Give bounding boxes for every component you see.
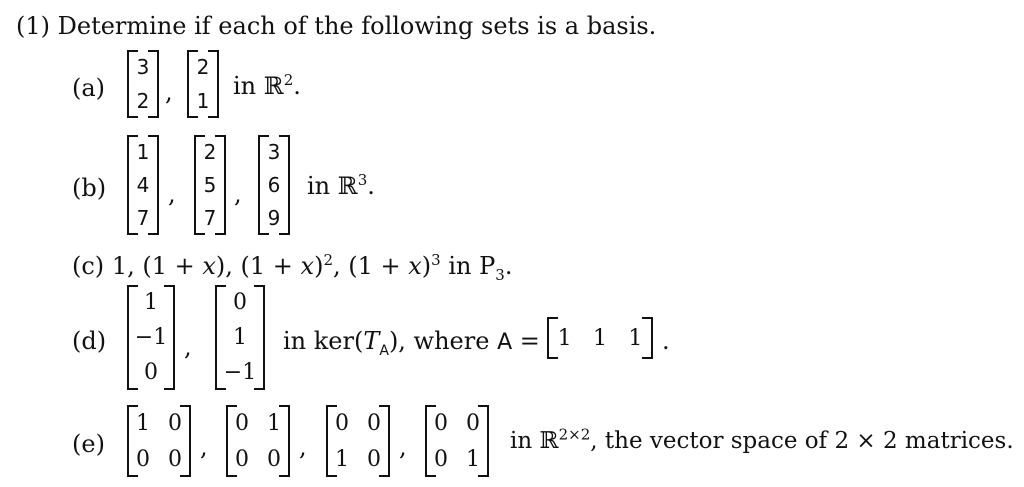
part-e-matrix-3 — [326, 405, 390, 477]
comma: , — [299, 433, 307, 461]
matrix-entry: 0 — [235, 410, 249, 436]
part-b-vector-1 — [127, 135, 159, 235]
matrix-entry: 1 — [466, 446, 480, 472]
part-b-space: in ℝ$^3$. — [307, 171, 375, 200]
matrix-entry: 0 — [335, 410, 349, 436]
part-d-vector-1 — [127, 285, 175, 390]
matrix-entry: 1 — [267, 410, 281, 436]
matrix-A — [547, 317, 653, 359]
matrix-entry: 1 — [628, 325, 643, 351]
matrix-entry: 0 — [144, 360, 158, 385]
period: . — [662, 327, 670, 355]
matrix-entry: 0 — [434, 446, 448, 472]
matrix-entry: 1 — [136, 410, 150, 436]
part-c-label: (c) — [72, 252, 105, 280]
part-d-text: in $ker(T_A)$, where A = — [283, 327, 540, 359]
matrix-entry: −1 — [223, 360, 257, 385]
part-e-label: (e) — [72, 430, 105, 458]
part-e-matrix-4 — [425, 405, 489, 477]
comma: , — [234, 180, 242, 208]
comma: , — [200, 433, 208, 461]
matrix-entry: 0 — [267, 446, 281, 472]
matrix-entry: 0 — [233, 290, 247, 315]
problem-title: (1) Determine if each of the following sets is a basis. — [16, 12, 657, 40]
matrix-entry: 0 — [434, 410, 448, 436]
part-b-vector-3 — [258, 135, 290, 235]
matrix-entry: 0 — [168, 410, 182, 436]
matrix-entry: 5 — [203, 172, 217, 197]
matrix-entry: 0 — [168, 446, 182, 472]
matrix-entry: 4 — [136, 172, 150, 197]
matrix-entry: 6 — [267, 172, 281, 197]
matrix-entry: 1 — [335, 446, 349, 472]
part-d-vector-2 — [215, 285, 265, 390]
part-a-label: (a) — [72, 74, 106, 102]
part-b-label: (b) — [72, 174, 107, 202]
matrix-entry: 1 — [144, 290, 158, 315]
matrix-entry: 1 — [196, 89, 210, 113]
matrix-entry: 7 — [203, 206, 217, 231]
matrix-entry: 9 — [267, 206, 281, 231]
matrix-entry: 7 — [136, 206, 150, 231]
comma: , — [168, 180, 176, 208]
part-c: (c) 1, (1 + x), $(1 + x)^2$, $(1 + x)^3$ in $P_3$. — [72, 251, 513, 284]
matrix-entry: 2 — [196, 55, 210, 79]
part-a-vector-2 — [187, 50, 219, 118]
matrix-entry: 1 — [592, 325, 607, 351]
comma: , — [165, 78, 173, 106]
part-e-matrix-2 — [226, 405, 290, 477]
matrix-entry: 1 — [557, 325, 572, 351]
comma: , — [184, 333, 192, 361]
matrix-entry: 1 — [136, 139, 150, 164]
matrix-entry: 2 — [203, 139, 217, 164]
matrix-entry: 0 — [367, 446, 381, 472]
matrix-entry: 0 — [136, 446, 150, 472]
part-a-vector-1 — [127, 50, 159, 118]
matrix-entry: 0 — [235, 446, 249, 472]
part-e-matrix-1 — [127, 405, 191, 477]
matrix-entry: −1 — [134, 325, 168, 350]
matrix-entry: 0 — [466, 410, 480, 436]
matrix-entry: 3 — [267, 139, 281, 164]
part-e-space: in ℝ$^{2\times 2}$, the vector space of 2 × 2 matrices. — [510, 425, 1014, 454]
matrix-entry: 1 — [233, 325, 247, 350]
matrix-entry: 0 — [367, 410, 381, 436]
part-b-vector-2 — [194, 135, 226, 235]
matrix-entry: 3 — [136, 55, 150, 79]
part-d-label: (d) — [72, 327, 107, 355]
part-a-space: in ℝ$^2$. — [233, 71, 301, 100]
matrix-entry: 2 — [136, 89, 150, 113]
comma: , — [399, 433, 407, 461]
